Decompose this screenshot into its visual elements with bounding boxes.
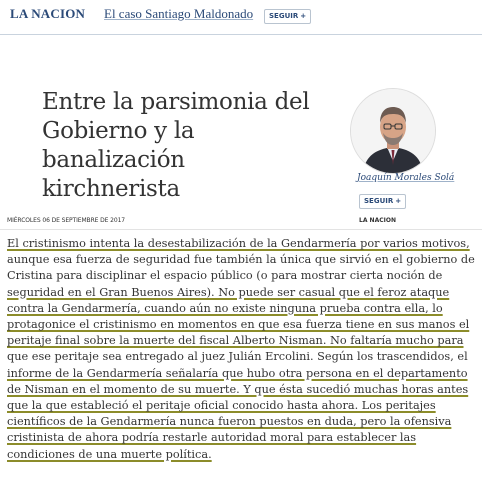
plus-icon: +: [395, 197, 402, 205]
author-name[interactable]: Joaquín Morales Solá: [357, 173, 455, 183]
headline-line: banalización: [42, 147, 185, 173]
body-line: protagonice el cristinismo en momentos en que esa fuerza tiene en sus manos el: [7, 318, 470, 332]
follow-topic-button[interactable]: [264, 9, 311, 24]
body-line: aunque esa fuerza de seguridad fue también la única que sirvió en el gobierno de: [7, 253, 475, 267]
body-line: científicos de la Gendarmería nunca fueron puestos en duda, pero la ofensiva: [7, 415, 452, 429]
body-line: que ese peritaje sea entregado al juez Julián Ercolini. Según los trascendidos, el: [7, 350, 468, 364]
plus-icon: +: [300, 12, 307, 20]
author-photo[interactable]: [350, 88, 436, 174]
body-line: cristinista de ahora podría restarle autoridad moral para establecer las: [7, 431, 417, 445]
body-line: condiciones de una muerte política.: [7, 447, 212, 461]
follow-topic-label: SEGUIR: [269, 12, 299, 20]
source-label: LA NACION: [359, 217, 396, 224]
body-line: informe de la Gendarmería señalaría que hubo otra persona en el departamento: [7, 366, 468, 380]
site-logo[interactable]: LA NACION: [10, 6, 86, 21]
body-line: que la que estableció el peritaje oficial conocido hasta ahora. Los peritajes: [7, 399, 436, 413]
publish-date: MIÉRCOLES 06 DE SEPTIEMBRE DE 2017: [7, 217, 126, 224]
article-headline: [42, 88, 342, 204]
body-line: seguridad en el Gran Buenos Aires). No puede ser casual que el feroz ataque: [7, 285, 450, 299]
author-portrait-icon: [351, 89, 435, 173]
body-line: peritaje final sobre la muerte del fiscal Alberto Nisman. No faltaría mucho para: [7, 334, 464, 348]
headline-line: kirchnerista: [42, 176, 180, 202]
body-line: contra la Gendarmería, cuando aún no existe ninguna prueba contra ella, lo: [7, 301, 443, 315]
body-line: El cristinismo intenta la desestabilización de la Gendarmería por varios motivos,: [7, 237, 470, 250]
headline-line: Entre la parsimonia del: [42, 89, 310, 115]
article-body: [7, 236, 479, 463]
body-line: Cristina para disciplinar el espacio público (o para mostrar cierta noción de: [7, 269, 443, 283]
headline-line: Gobierno y la: [42, 118, 195, 144]
topic-link[interactable]: El caso Santiago Maldonado: [104, 6, 254, 21]
top-bar: [0, 0, 482, 35]
follow-author-label: SEGUIR: [364, 197, 394, 205]
divider: [0, 229, 482, 230]
follow-author-button[interactable]: [359, 194, 406, 209]
body-line: de Nisman en el momento de su muerte. Y que ésta sucedió muchas horas antes: [7, 382, 469, 396]
